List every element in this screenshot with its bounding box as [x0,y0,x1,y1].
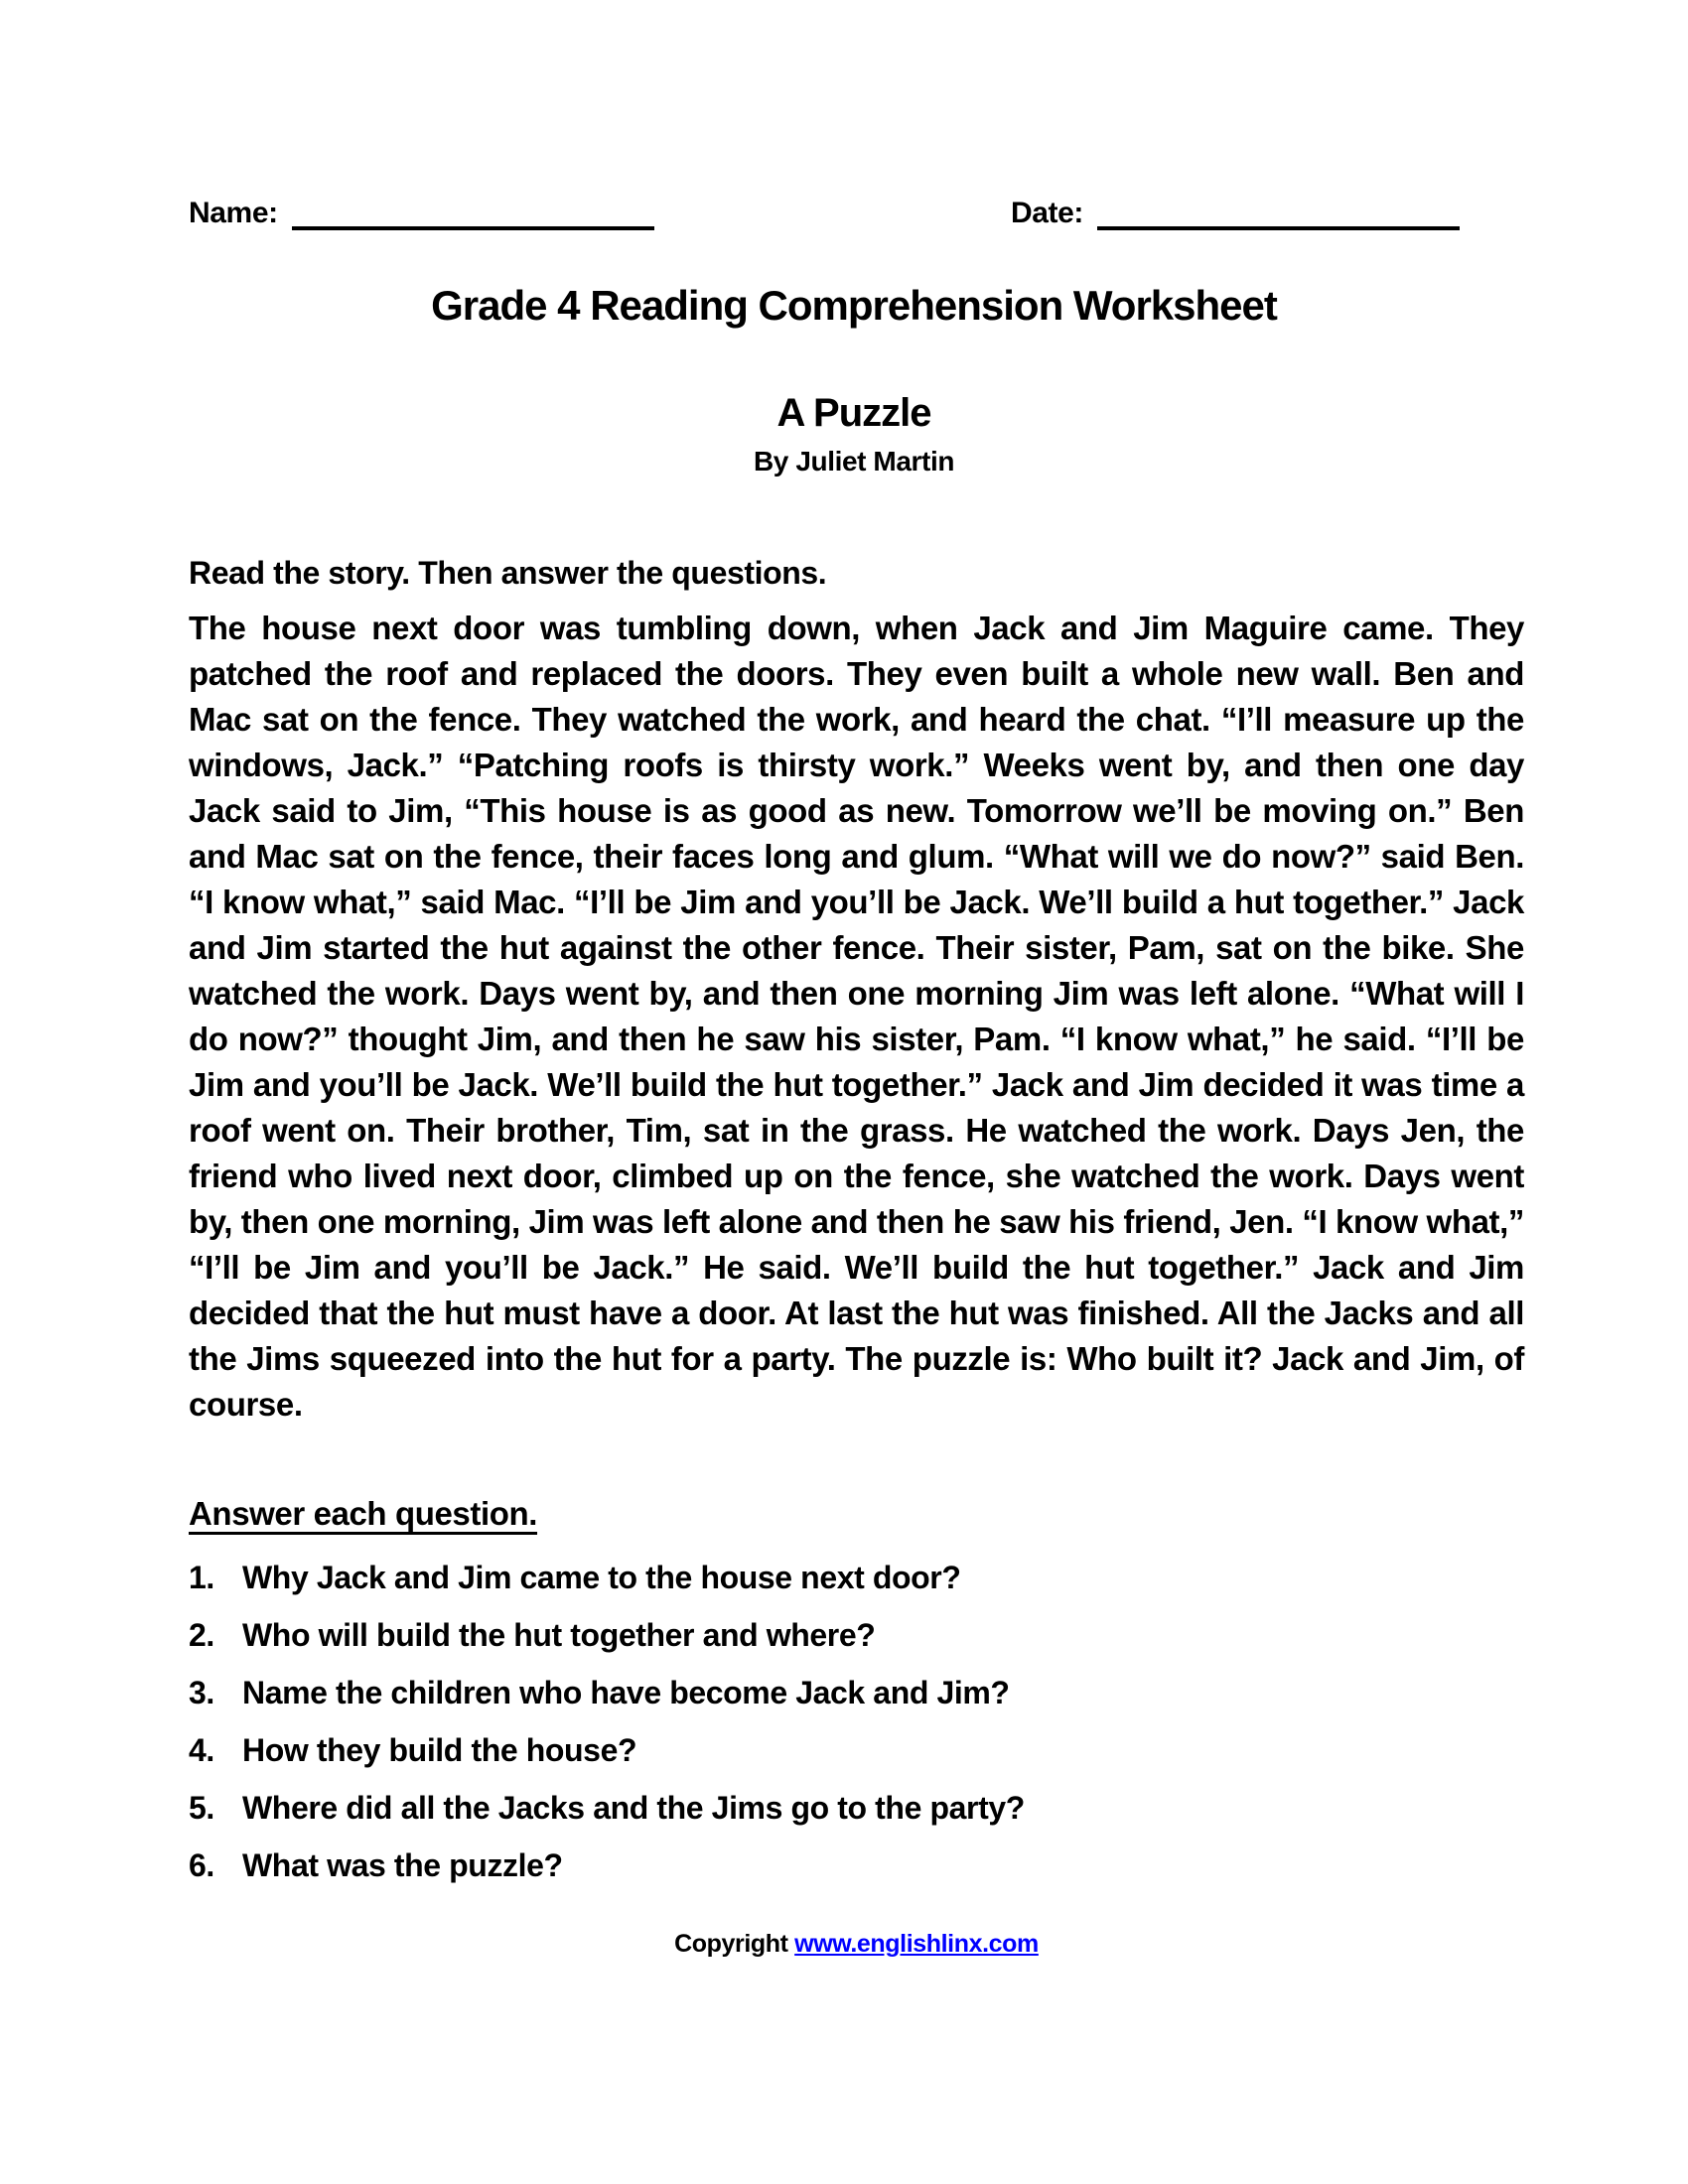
copyright-label: Copyright [674,1930,795,1958]
question-number: 2. [189,1617,214,1653]
question-text: Name the children who have become Jack and Jim? [242,1675,1010,1710]
date-field [1011,197,1460,230]
name-field [189,197,654,230]
question-number: 3. [189,1675,214,1710]
question-list [189,1561,1519,1882]
question-text: What was the puzzle? [242,1847,563,1883]
question-number: 5. [189,1790,214,1826]
englishlinx-link[interactable]: www.englishlinx.com [794,1930,1039,1958]
story-title: A Puzzle [776,391,931,435]
question-text: Why Jack and Jim came to the house next door? [242,1560,961,1595]
header [189,197,1460,230]
question-row [189,1848,1519,1882]
question-row [189,1791,1519,1825]
question-row [189,1561,1519,1594]
question-row [189,1676,1519,1709]
question-row [189,1733,1519,1767]
name-blank-line [292,197,654,230]
question-number: 1. [189,1560,214,1595]
question-number: 4. [189,1732,214,1768]
story-text: The house next door was tumbling down, when Jack and Jim Maguire came. They patched the roof and replaced the doors. They even built a whole new wall. Ben and Mac sat on the fence. They watched the work, and heard the chat. “I’ll measure up the windows, Jack.” “Patching roofs is thirsty work.” Weeks went by, and then one day Jack said to Jim, “This house is as good as new. Tomorrow we’ll be moving on.” Ben and Mac sat on the fence, their faces long and glum. “What will we do now?” said Ben. “I know what,” said Mac. “I’ll be Jim and you’ll be Jack. We’ll build a hut together.” Jack and Jim started the hut against the other fence. Their sister, Pam, sat on the bike. She watched the work. Days went by, and then one morning Jim was left alone. “What will I do now?” thought Jim, and then he saw his sister, Pam. “I know what,” he said. “I’ll be Jim and you’ll be Jack. We’ll build the hut together.” Jack and Jim decided it was time a roof went on. Their brother, Tim, sat in the grass. He watched the work. Days Jen, the friend who lived next door, climbed up on the fence, she watched the work. Days went by, then one morning, Jim was left alone and then he saw his friend, Jen. “I know what,” “I’ll be Jim and you’ll be Jack.” He said. We’ll build the hut together.” Jack and Jim decided that the hut must have a door. At last the hut was finished. All the Jacks and all the Jims squeezed into the hut for a party. The puzzle is: Who built it? Jack and Jim, of course. [189,610,1524,1423]
question-text: How they build the house? [242,1732,637,1768]
worksheet-title: Grade 4 Reading Comprehension Worksheet [431,282,1277,329]
date-blank-line [1097,197,1460,230]
question-number: 6. [189,1847,214,1883]
story-instructions: Read the story. Then answer the questions. [189,555,827,591]
question-text: Who will build the hut together and where? [242,1617,876,1653]
date-label: Date: [1010,197,1083,229]
question-row [189,1618,1519,1652]
footer [189,1930,1524,1959]
question-text: Where did all the Jacks and the Jims go to the party? [242,1790,1025,1826]
answer-section-heading: Answer each question. [189,1495,538,1532]
name-label: Name: [189,197,278,229]
story-author: By Juliet Martin [753,446,955,477]
